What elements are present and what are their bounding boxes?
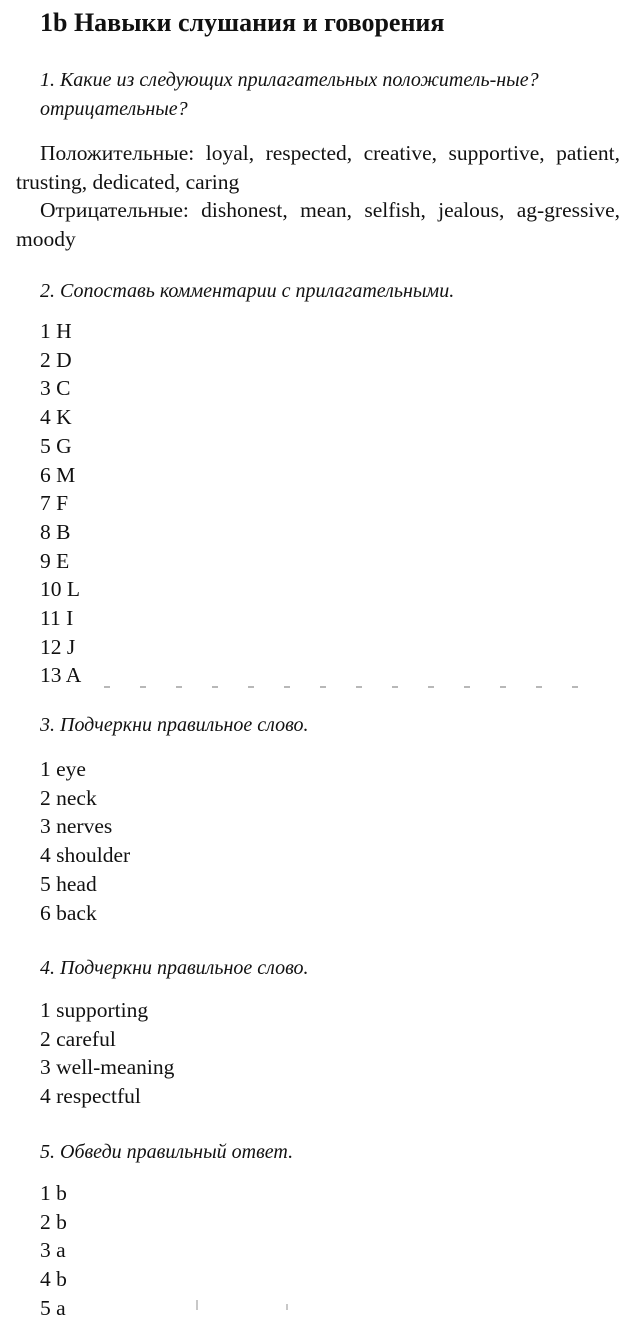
section-4-heading: 4. Подчеркни правильное слово. <box>40 957 309 979</box>
answer-item: 2 b <box>40 1209 67 1234</box>
positive-adjectives-text: Положительные: loyal, respected, creative, supportive, patient, trusting, dedicated, caring <box>16 141 620 194</box>
answer-item: 4 respectful <box>40 1084 141 1109</box>
answer-item: 3 nerves <box>40 814 113 839</box>
answer-item: 5 G <box>40 433 72 458</box>
answer-item: 1 supporting <box>40 998 149 1022</box>
section-2-heading: 2. Сопоставь комментарии с прилагательными. <box>40 280 455 302</box>
answer-item: 4 shoulder <box>40 843 131 868</box>
section-4-answer-list <box>40 996 174 1111</box>
answer-item: 2 neck <box>40 785 97 810</box>
section-3-answer-list <box>40 755 130 927</box>
answer-item: 6 M <box>40 462 76 487</box>
section-5-heading: 5. Обведи правильный ответ. <box>40 1141 294 1163</box>
answer-item: 8 B <box>40 519 71 544</box>
answer-item: 1 b <box>40 1181 67 1205</box>
answer-item: 3 a <box>40 1238 66 1263</box>
answer-item: 9 E <box>40 548 70 573</box>
negative-adjectives-text: Отрицательные: dishonest, mean, selfish, jealous, ag-gressive, moody <box>16 198 620 251</box>
answer-item: 6 back <box>40 900 97 925</box>
section-1-positive <box>16 139 620 196</box>
section-2-answer-list <box>40 317 81 690</box>
answer-item: 7 F <box>40 491 69 516</box>
scan-speck <box>196 1300 198 1310</box>
answer-item: 13 A <box>40 663 82 688</box>
answer-item: 10 L <box>40 577 81 602</box>
answer-item: 12 J <box>40 634 76 659</box>
answer-item: 5 head <box>40 871 97 896</box>
section-3-heading: 3. Подчеркни правильное слово. <box>40 714 309 736</box>
page-title: 1b Навыки слушания и говорения <box>40 8 445 37</box>
section-1-negative <box>16 196 620 253</box>
section-5-answer-list <box>40 1179 67 1323</box>
section-1-heading: 1. Какие из следующих прилагательных положитель-ные? отрицательные? <box>40 69 539 120</box>
answer-item: 4 K <box>40 405 72 430</box>
answer-item: 2 D <box>40 347 72 372</box>
answer-item: 3 well-meaning <box>40 1055 175 1080</box>
answer-item: 4 b <box>40 1267 67 1292</box>
answer-item: 1 eye <box>40 757 86 781</box>
scan-artifact-dashes <box>104 686 598 688</box>
scan-speck <box>286 1304 288 1310</box>
answer-item: 5 a <box>40 1295 66 1320</box>
answer-item: 11 I <box>40 606 74 631</box>
answer-item: 1 H <box>40 319 72 343</box>
answer-item: 2 careful <box>40 1026 116 1051</box>
answer-item: 3 C <box>40 376 71 401</box>
